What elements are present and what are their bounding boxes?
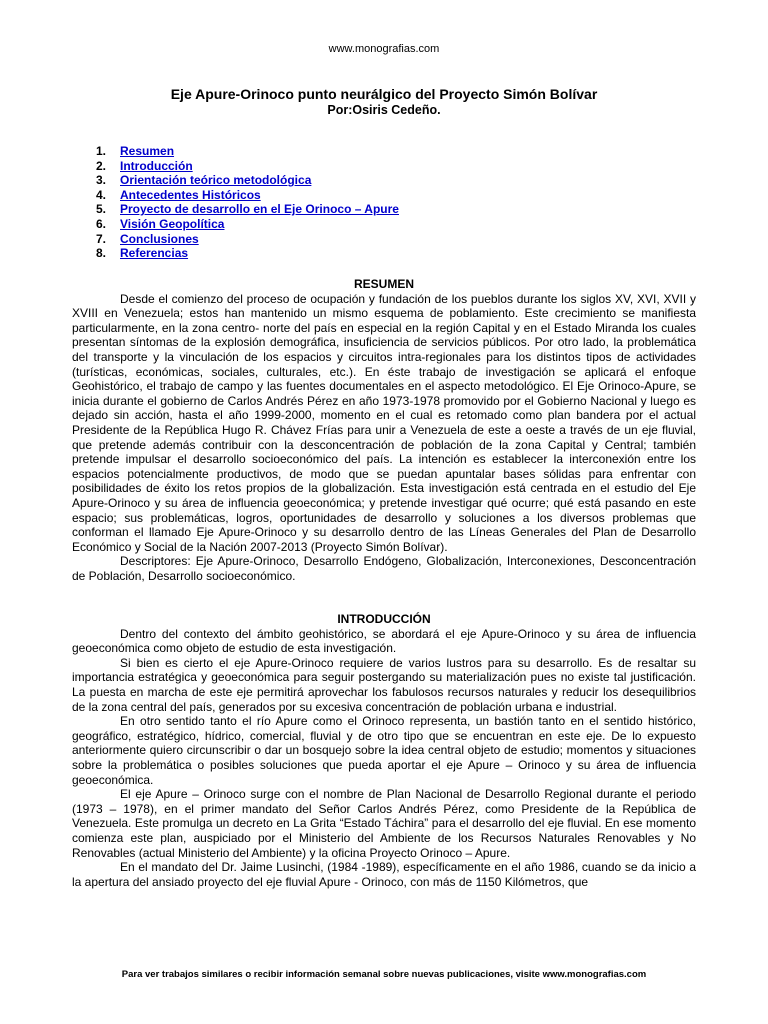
toc-link-introduccion[interactable]: Introducción	[120, 158, 193, 173]
toc-link-antecedentes[interactable]: Antecedentes Históricos	[120, 187, 261, 202]
toc-link-proyecto[interactable]: Proyecto de desarrollo en el Eje Orinoco – Apure	[120, 202, 399, 217]
toc-number: 5.	[96, 202, 107, 217]
toc-item	[96, 217, 399, 232]
introduccion-heading: INTRODUCCIÓN	[337, 612, 431, 626]
toc-item	[96, 246, 399, 261]
toc-number: 1.	[96, 144, 107, 158]
site-header: www.monografias.com	[328, 43, 440, 55]
intro-paragraph: En otro sentido tanto el río Apure como el Orinoco representa, un bastión tanto en el sentido histórico, geográfico, estratégico, hídrico, comercial, fluvial y de otro tipo que se encuentran en este eje. De lo expuesto anteriormente quiero circunscribir o dar un bosquejo sobre la idea central objeto de estudio; momentos y situaciones sobre la problemática o posibles soluciones que pueda aportar el eje Apure – Orinoco y su área de influencia geoeconómica.	[72, 714, 696, 787]
document-title: Eje Apure-Orinoco punto neurálgico del Proyecto Simón Bolívar	[170, 86, 598, 102]
toc-link-conclusiones[interactable]: Conclusiones	[120, 231, 199, 246]
toc-item	[96, 144, 399, 159]
intro-paragraph: Si bien es cierto el eje Apure-Orinoco requiere de varios lustros para su desarrollo. Es de resaltar su importancia estratégica y geoeconómica para seguir postergando su materialización pues no existe tal justificación. La puesta en marcha de este eje permitirá aprovechar los fabulosos recursos naturales y reducir los desequilibrios de la zona central del país, generados por su excesiva concentración de población urbana e industrial.	[72, 655, 696, 714]
toc-number: 8.	[96, 246, 107, 261]
introduccion-section	[72, 612, 696, 889]
toc-item	[96, 232, 399, 247]
toc-link-vision[interactable]: Visión Geopolítica	[120, 216, 225, 231]
intro-paragraph: Dentro del contexto del ámbito geohistórico, se abordará el eje Apure-Orinoco y su área de influencia geoeconómica como objeto de estudio de esta investigación.	[72, 626, 696, 656]
resumen-paragraph: Desde el comienzo del proceso de ocupación y fundación de los pueblos durante los siglos XV, XVI, XVII y XVIII en Venezuela; estos han mantenido un mismo esquema de poblamiento. Este crecimiento se manifiesta particularmente, en la zona centro- norte del país en especial en la región Capital y en el Estado Miranda los cuales presentan síntomas de la explosión demográfica, insuficiencia de servicios públicos. Por otro lado, la problemática del transporte y la vinculación de los espacios y circuitos intra-regionales para los distintos tipos de actividades (turísticas, económicas, sociales, culturales, etc.). En éste trabajo de investigación se aplicará el enfoque Geohistórico, el trabajo de campo y las fuentes documentales en el aspecto metodológico. El Eje Orinoco-Apure, se inicia durante el gobierno de Carlos Andrés Pérez en año 1973-1978 promovido por el Gobierno Nacional y luego es dejado sin acción, hasta el año 1999-2000, momento en el cual es retomado como plan bandera por el actual Presidente de la República Hugo R. Chávez Frías para unir a Venezuela de este a oeste a través de un eje fluvial, que pretende además contribuir con la desconcentración de población de la zona Capital y Central; también pretende impulsar el desarrollo socioeconómico del país. La intención es establecer la interconexión entre los espacios potencialmente productivos, de modo que se puedan apuntalar bases sólidas para enfrentar con posibilidades de éxito los retos propios de la globalización. Esta investigación está centrada en el estudio del Eje Apure-Orinoco y su área de influencia geoeconómica; y pretende investigar qué ocurre; qué está pasando en este espacio; sus problemáticas, logros, oportunidades de desarrollo y soluciones a los diversos problemas que conforman el llamado Eje Apure-Orinoco y su desarrollo dentro de las Líneas Generales del Plan de Desarrollo Económico y Social de la Nación 2007-2013 (Proyecto Simón Bolívar).	[72, 291, 696, 554]
toc-number: 7.	[96, 231, 107, 246]
resumen-section	[72, 277, 696, 583]
toc-number: 2.	[96, 158, 107, 173]
document-author: Por:Osiris Cedeño.	[327, 103, 441, 117]
intro-paragraph: El eje Apure – Orinoco surge con el nombre de Plan Nacional de Desarrollo Regional durante el periodo (1973 – 1978), en el primer mandato del Señor Carlos Andrés Pérez, como Presidente de la República de Venezuela. Este promulga un decreto en La Grita “Estado Táchira” para el desarrollo del eje fluvial. En ese momento comienza este plan, auspiciado por el Ministerio del Ambiente de los Recursos Naturales Renovables y No Renovables (actual Ministerio del Ambiente) y la oficina Proyecto Orinoco – Apure.	[72, 787, 696, 860]
toc-link-resumen[interactable]: Resumen	[120, 144, 175, 158]
toc-link-orientacion[interactable]: Orientación teórico metodológica	[120, 173, 312, 188]
toc-item	[96, 188, 399, 203]
toc-item	[96, 159, 399, 174]
page-footer: Para ver trabajos similares o recibir información semanal sobre nuevas publicaciones, visite www.monografias.com	[121, 969, 647, 980]
toc-number: 6.	[96, 216, 107, 231]
toc-item	[96, 202, 399, 217]
descriptores-paragraph: Descriptores: Eje Apure-Orinoco, Desarrollo Endógeno, Globalización, Interconexiones, Desconcentración de Población, Desarrollo socioeconómico.	[72, 554, 696, 583]
intro-paragraph: En el mandato del Dr. Jaime Lusinchi, (1984 -1989), específicamente en el año 1986, cuando se da inicio a la apertura del ansiado proyecto del eje fluvial Apure - Orinoco, con más de 1150 Kilómetros, que	[72, 860, 696, 889]
toc-number: 4.	[96, 187, 107, 202]
toc-item	[96, 173, 399, 188]
table-of-contents	[96, 144, 399, 261]
toc-number: 3.	[96, 173, 107, 188]
toc-link-referencias[interactable]: Referencias	[120, 246, 189, 261]
resumen-heading: RESUMEN	[353, 277, 414, 291]
